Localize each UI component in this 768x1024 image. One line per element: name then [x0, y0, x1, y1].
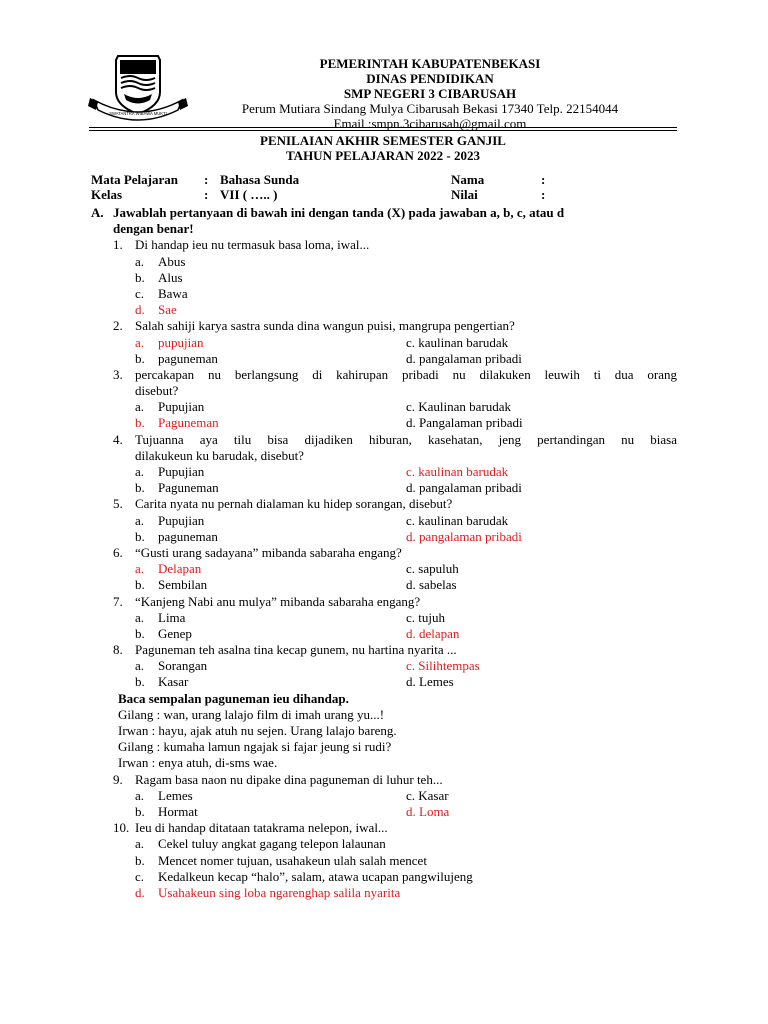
dialogue-row	[0, 723, 768, 739]
question-number: 1.	[113, 237, 123, 253]
question-text: Ragam basa naon nu dipake dina paguneman di luhur teh...	[135, 771, 443, 787]
option-letter: a.	[135, 787, 145, 803]
dialogue-heading: Baca sempalan paguneman ieu dihandap.	[118, 690, 349, 706]
question-row	[0, 367, 768, 383]
question-list-2	[0, 772, 768, 902]
option-text: Sembilan	[158, 577, 208, 593]
option-letter: b.	[135, 350, 145, 366]
answer-option: Sae	[158, 302, 177, 318]
option-text: d. Pangalaman pribadi	[406, 415, 523, 431]
question-number: 9.	[113, 771, 123, 787]
question-text: Ieu di handap ditataan tatakrama nelepon, iwal...	[135, 820, 388, 836]
option-letter: c.	[135, 868, 145, 884]
section-letter: A.	[91, 205, 104, 220]
option-letter: a.	[135, 561, 145, 577]
subject-value: Bahasa Sunda	[220, 172, 300, 187]
question-text: Salah sahiji karya sastra sunda dina wangun puisi, mangrupa pengertian?	[135, 318, 515, 334]
answer-option: d. pangalaman pribadi	[406, 528, 522, 544]
option-row	[0, 610, 768, 626]
student-name-label: Nama	[451, 172, 485, 187]
option-text: d. pangalaman pribadi	[406, 480, 522, 496]
option-text: Lemes	[158, 787, 193, 803]
dialogue-line: Irwan : enya atuh, di-sms wae.	[118, 755, 278, 771]
option-letter: a.	[135, 658, 145, 674]
option-letter: b.	[135, 625, 145, 641]
government-name: PEMERINTAH KABUPATENBEKASI	[319, 56, 541, 71]
question-text: disebut?	[135, 383, 179, 399]
dialogue-row	[0, 739, 768, 755]
score-label: Nilai	[451, 187, 478, 202]
option-row	[0, 270, 768, 286]
dialogue-line: Gilang : wan, urang lalajo film di imah urang yu...!	[118, 706, 385, 722]
subject-label: Mata Pelajaran	[91, 172, 179, 187]
subject-colon: :	[204, 172, 209, 187]
class-colon: :	[204, 187, 209, 202]
agency-name: DINAS PENDIDIKAN	[366, 71, 494, 86]
option-row	[0, 804, 768, 820]
option-text: c. kaulinan barudak	[406, 334, 509, 350]
option-row	[0, 869, 768, 885]
dialogue-line: Gilang : kumaha lamun ngajak si fajar jeung si rudi?	[118, 739, 392, 755]
instruction-line-2: dengan benar!	[113, 221, 194, 237]
question-text: Paguneman teh asalna tina kecap gunem, nu hartina nyarita ...	[135, 642, 457, 658]
question-number: 10.	[113, 820, 130, 836]
question-number: 8.	[113, 642, 123, 658]
option-letter: b.	[135, 852, 145, 868]
option-row	[0, 480, 768, 496]
option-text: Alus	[158, 269, 183, 285]
section-instruction-cont	[0, 221, 768, 237]
option-letter: a.	[135, 609, 145, 625]
option-letter: b.	[135, 577, 145, 593]
option-letter: a.	[135, 334, 145, 350]
option-row	[0, 561, 768, 577]
option-row	[0, 853, 768, 869]
option-row	[0, 464, 768, 480]
answer-option: pupujian	[158, 334, 204, 350]
question-text: percakapan nu berlangsung di kahirupan pribadi nu dilakuken leuwih ti dua orang	[135, 366, 677, 382]
option-text: Pupujian	[158, 464, 205, 479]
option-letter: b.	[135, 415, 145, 431]
option-row	[0, 577, 768, 593]
option-text: paguneman	[158, 350, 218, 366]
question-row	[0, 642, 768, 658]
option-row	[0, 658, 768, 674]
logo-motto: SWATANTRA WIBAWA MUKTI	[109, 111, 167, 116]
answer-option: d. Loma	[406, 803, 450, 819]
option-text: d. Lemes	[406, 674, 454, 690]
option-text: d. pangalaman pribadi	[406, 350, 522, 366]
school-email: Email :smpn.3cibarusah@gmail.com	[333, 116, 527, 131]
question-row	[0, 448, 768, 464]
question-number: 6.	[113, 544, 123, 560]
answer-option: Paguneman	[158, 415, 219, 431]
question-row	[0, 432, 768, 448]
option-letter: d.	[135, 302, 145, 318]
dialogue-row	[0, 755, 768, 771]
question-list-1	[0, 237, 768, 690]
question-row	[0, 496, 768, 512]
question-row	[0, 237, 768, 253]
option-letter: a.	[135, 253, 145, 269]
question-number: 7.	[113, 593, 123, 609]
option-text: Kedalkeun kecap “halo”, salam, atawa ucapan pangwilujeng	[158, 868, 473, 884]
option-letter: d.	[135, 884, 145, 900]
option-text: c. Kasar	[406, 787, 449, 803]
question-text: “Gusti urang sadayana” mibanda sabaraha engang?	[135, 544, 402, 560]
option-text: Abus	[158, 253, 186, 269]
option-letter: c.	[135, 285, 145, 301]
option-letter: b.	[135, 803, 145, 819]
option-text: Sorangan	[158, 658, 208, 674]
option-letter: a.	[135, 512, 145, 528]
option-text: Cekel tuluy angkat gagang telepon lalaunan	[158, 836, 386, 852]
question-text: Carita nyata nu pernah dialaman ku hidep sorangan, disebut?	[135, 496, 453, 512]
letterhead	[205, 56, 655, 131]
score-colon: :	[541, 187, 546, 202]
exam-title	[89, 133, 677, 163]
student-name-colon: :	[541, 172, 546, 187]
section-instruction	[0, 205, 768, 221]
exam-title-line1: PENILAIAN AKHIR SEMESTER GANJIL	[260, 133, 506, 148]
question-number: 5.	[113, 496, 123, 512]
regency-crest-icon	[88, 52, 188, 124]
question-number: 4.	[113, 431, 123, 447]
question-number: 3.	[113, 366, 123, 382]
option-row	[0, 674, 768, 690]
option-row	[0, 626, 768, 642]
option-letter: a.	[135, 464, 145, 479]
option-text: Kasar	[158, 674, 189, 690]
option-text: Pupujian	[158, 512, 205, 528]
option-letter: b.	[135, 480, 145, 496]
option-letter: a.	[135, 836, 145, 852]
school-name: SMP NEGERI 3 CIBARUSAH	[343, 86, 517, 101]
option-row	[0, 335, 768, 351]
questions-section	[0, 205, 768, 901]
answer-option: Usahakeun sing loba ngarenghap salila nyarita	[158, 884, 401, 900]
question-number: 2.	[113, 318, 123, 334]
question-text: Di handap ieu nu termasuk basa loma, iwal...	[135, 237, 370, 253]
class-value: VII ( ….. )	[220, 187, 278, 202]
option-text: c. kaulinan barudak	[406, 512, 509, 528]
question-text: dilakukeun ku barudak, disebut?	[135, 447, 304, 463]
option-row	[0, 788, 768, 804]
option-row	[0, 885, 768, 901]
option-text: Mencet nomer tujuan, usahakeun ulah salah mencet	[158, 852, 427, 868]
option-row	[0, 302, 768, 318]
question-row	[0, 545, 768, 561]
option-text: paguneman	[158, 528, 218, 544]
option-text: c. tujuh	[406, 609, 445, 625]
exam-title-line2: TAHUN PELAJARAN 2022 - 2023	[285, 148, 481, 163]
option-row	[0, 286, 768, 302]
option-text: c. sapuluh	[406, 561, 459, 577]
class-label: Kelas	[91, 187, 123, 202]
option-row	[0, 529, 768, 545]
dialogue-heading-row	[0, 691, 768, 707]
option-text: Bawa	[158, 285, 188, 301]
answer-option: c. Silihtempas	[406, 658, 480, 674]
dialogue-line: Irwan : hayu, ajak atuh nu sejen. Urang lalajo bareng.	[118, 723, 397, 738]
option-row	[0, 399, 768, 415]
question-row	[0, 594, 768, 610]
question-text: “Kanjeng Nabi anu mulya” mibanda sabaraha engang?	[135, 593, 421, 609]
option-row	[0, 254, 768, 270]
option-letter: b.	[135, 269, 145, 285]
dialogue	[0, 707, 768, 772]
option-text: Genep	[158, 625, 192, 641]
option-text: Hormat	[158, 803, 198, 819]
dialogue-row	[0, 707, 768, 723]
answer-option: Delapan	[158, 561, 202, 577]
option-text: d. sabelas	[406, 577, 457, 593]
question-row	[0, 383, 768, 399]
option-text: Pupujian	[158, 399, 205, 415]
option-text: Paguneman	[158, 480, 219, 496]
header-divider-top	[89, 127, 677, 128]
question-row	[0, 820, 768, 836]
answer-option: d. delapan	[406, 625, 460, 641]
answer-option: c. kaulinan barudak	[406, 464, 509, 479]
school-address: Perum Mutiara Sindang Mulya Cibarusah Bekasi 17340 Telp. 22154044	[241, 101, 619, 116]
option-letter: b.	[135, 674, 145, 690]
header-divider-bottom	[89, 130, 677, 131]
question-row	[0, 772, 768, 788]
option-row	[0, 351, 768, 367]
option-row	[0, 415, 768, 431]
option-row	[0, 513, 768, 529]
question-row	[0, 318, 768, 334]
option-letter: a.	[135, 399, 145, 415]
option-row	[0, 836, 768, 852]
instruction-line-1: Jawablah pertanyaan di bawah ini dengan tanda (X) pada jawaban a, b, c, atau d	[113, 205, 565, 220]
question-text: Tujuanna aya tilu bisa dijadiken hiburan, kasehatan, jeng pertandingan nu biasa	[135, 431, 677, 447]
option-letter: b.	[135, 528, 145, 544]
option-text: Lima	[158, 609, 186, 625]
option-text: c. Kaulinan barudak	[406, 399, 512, 415]
